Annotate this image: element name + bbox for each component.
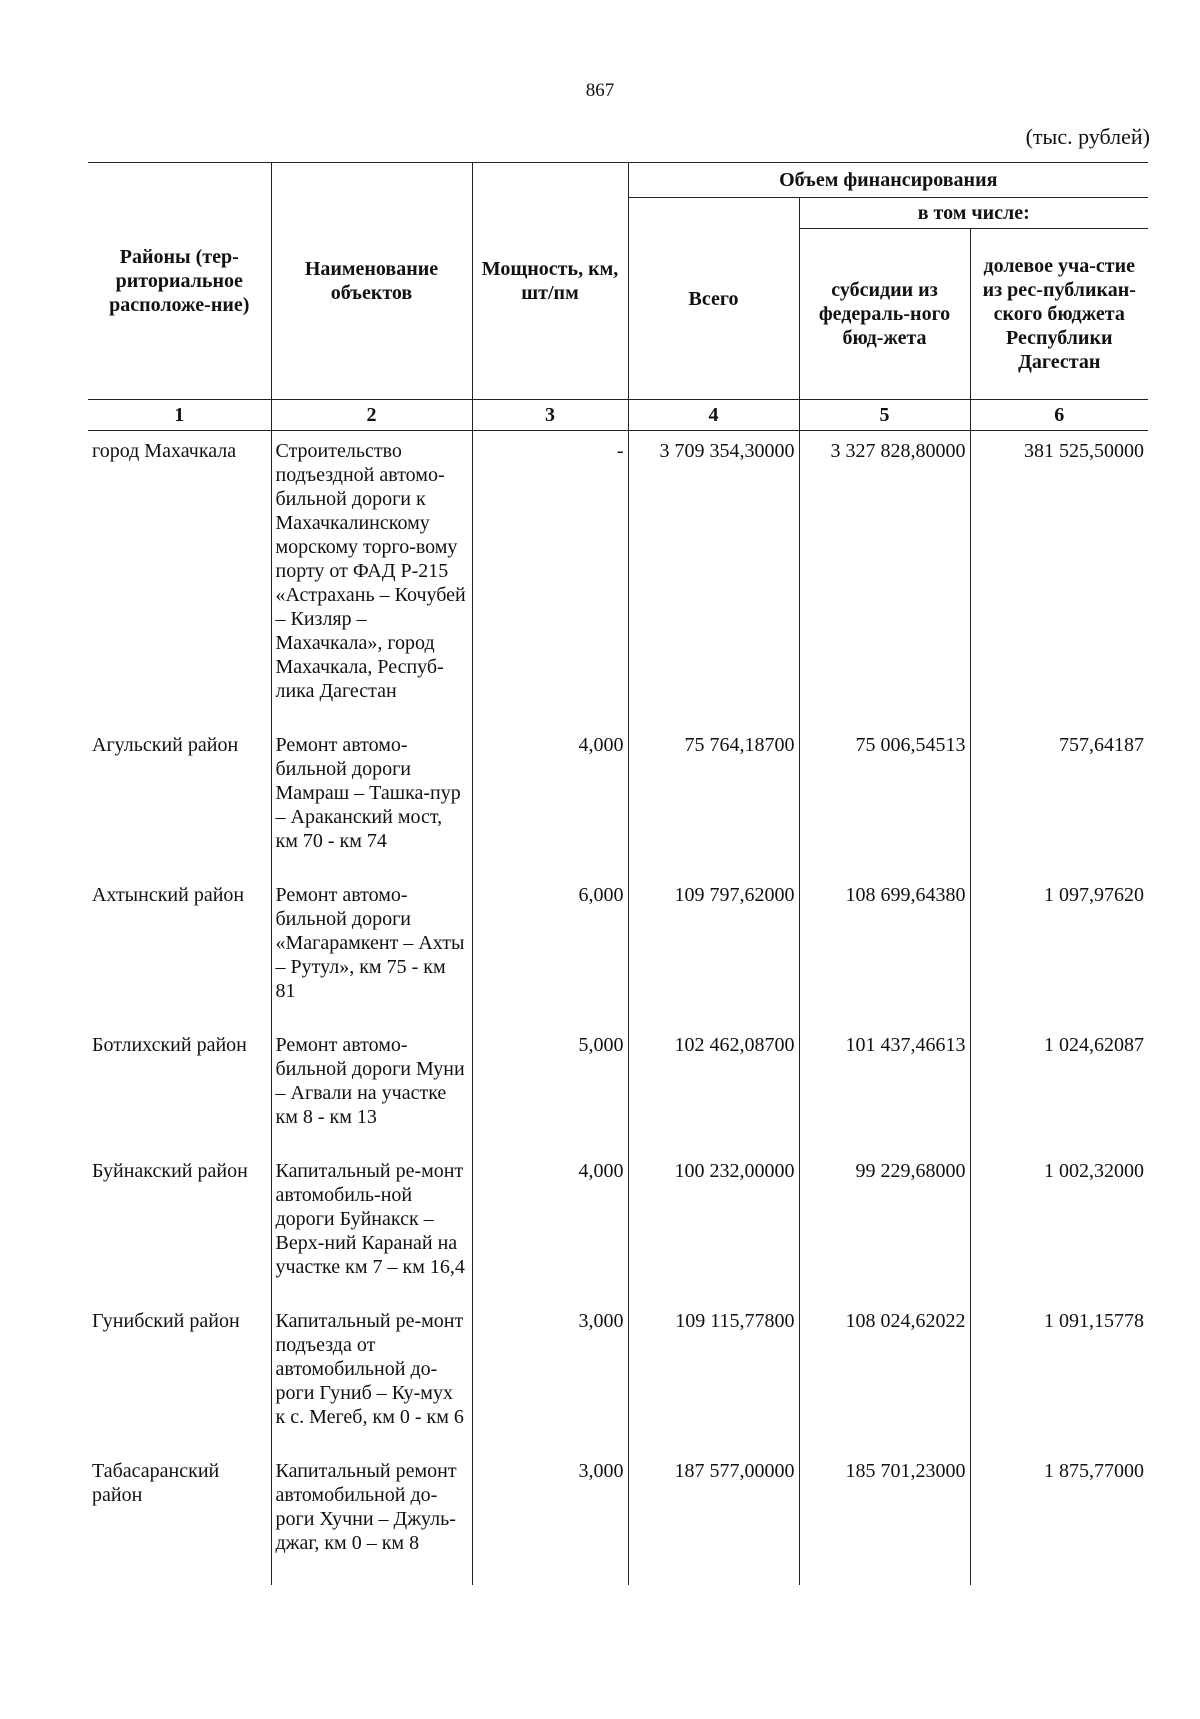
total-cell: 3 709 354,30000	[628, 431, 799, 734]
table-row	[88, 1033, 1148, 1159]
object-cell: Капитальный ре-монт автомобиль-ной дороги Буйнакск – Верх-ний Каранай на участке км 7 – км 16,4	[271, 1159, 472, 1309]
total-cell: 109 115,77800	[628, 1309, 799, 1459]
federal-cell: 3 327 828,80000	[799, 431, 970, 734]
republic-cell: 757,64187	[970, 733, 1148, 883]
table-row	[88, 1309, 1148, 1459]
total-cell: 100 232,00000	[628, 1159, 799, 1309]
capacity-cell: 6,000	[472, 883, 628, 1033]
column-number: 2	[271, 400, 472, 431]
capacity-cell: -	[472, 431, 628, 734]
table-row	[88, 883, 1148, 1033]
object-cell: Ремонт автомо-бильной дороги «Магарамкент – Ахты – Рутул», км 75 - км 81	[271, 883, 472, 1033]
capacity-cell: 3,000	[472, 1309, 628, 1459]
table-row	[88, 1459, 1148, 1585]
district-cell: город Махачкала	[88, 431, 271, 734]
column-number: 5	[799, 400, 970, 431]
capacity-cell: 4,000	[472, 733, 628, 883]
district-cell: Агульский район	[88, 733, 271, 883]
object-cell: Строительство подъездной автомо-бильной дороги к Махачкалинскому морскому торго-вому порту от ФАД Р-215 «Астрахань – Кочубей – Кизляр – Махачкала», город Махачкала, Респуб-лика Дагестан	[271, 431, 472, 734]
district-cell: Гунибский район	[88, 1309, 271, 1459]
total-cell: 102 462,08700	[628, 1033, 799, 1159]
capacity-cell: 3,000	[472, 1459, 628, 1585]
federal-cell: 75 006,54513	[799, 733, 970, 883]
units-note: (тыс. рублей)	[1025, 124, 1150, 149]
republic-cell: 381 525,50000	[970, 431, 1148, 734]
header-districts: Районы (тер-риториальное расположе-ние)	[88, 163, 271, 400]
column-number: 1	[88, 400, 271, 431]
column-number: 6	[970, 400, 1148, 431]
header-republic: долевое уча-стие из рес-публикан-ского бюджета Республики Дагестан	[970, 229, 1148, 400]
district-cell: Табасаранский район	[88, 1459, 271, 1585]
column-number: 4	[628, 400, 799, 431]
republic-cell: 1 097,97620	[970, 883, 1148, 1033]
federal-cell: 108 024,62022	[799, 1309, 970, 1459]
object-cell: Капитальный ре-монт подъезда от автомобильной до-роги Гуниб – Ку-мух к с. Мегеб, км 0 - км 6	[271, 1309, 472, 1459]
header-capacity: Мощность, км, шт/пм	[472, 163, 628, 400]
federal-cell: 108 699,64380	[799, 883, 970, 1033]
header-funding: Объем финансирования	[628, 163, 1148, 198]
total-cell: 187 577,00000	[628, 1459, 799, 1585]
object-cell: Ремонт автомо-бильной дороги Мамраш – Ташка-пур – Араканский мост, км 70 - км 74	[271, 733, 472, 883]
total-cell: 75 764,18700	[628, 733, 799, 883]
object-cell: Ремонт автомо-бильной дороги Муни – Агвали на участке км 8 - км 13	[271, 1033, 472, 1159]
capacity-cell: 5,000	[472, 1033, 628, 1159]
column-number: 3	[472, 400, 628, 431]
district-cell: Буйнакский район	[88, 1159, 271, 1309]
header-federal: субсидии из федераль-ного бюд-жета	[799, 229, 970, 400]
federal-cell: 185 701,23000	[799, 1459, 970, 1585]
financing-table	[88, 162, 1148, 1585]
district-cell: Ахтынский район	[88, 883, 271, 1033]
total-cell: 109 797,62000	[628, 883, 799, 1033]
federal-cell: 99 229,68000	[799, 1159, 970, 1309]
table-row	[88, 1159, 1148, 1309]
republic-cell: 1 091,15778	[970, 1309, 1148, 1459]
header-objects: Наименование объектов	[271, 163, 472, 400]
capacity-cell: 4,000	[472, 1159, 628, 1309]
federal-cell: 101 437,46613	[799, 1033, 970, 1159]
object-cell: Капитальный ремонт автомобильной до-роги Хучни – Джуль-джаг, км 0 – км 8	[271, 1459, 472, 1585]
table-row	[88, 431, 1148, 734]
page-number: 867	[585, 80, 615, 101]
republic-cell: 1 002,32000	[970, 1159, 1148, 1309]
republic-cell: 1 024,62087	[970, 1033, 1148, 1159]
district-cell: Ботлихский район	[88, 1033, 271, 1159]
table-row	[88, 733, 1148, 883]
header-total: Всего	[628, 198, 799, 400]
republic-cell: 1 875,77000	[970, 1459, 1148, 1585]
header-including: в том числе:	[799, 198, 1148, 229]
